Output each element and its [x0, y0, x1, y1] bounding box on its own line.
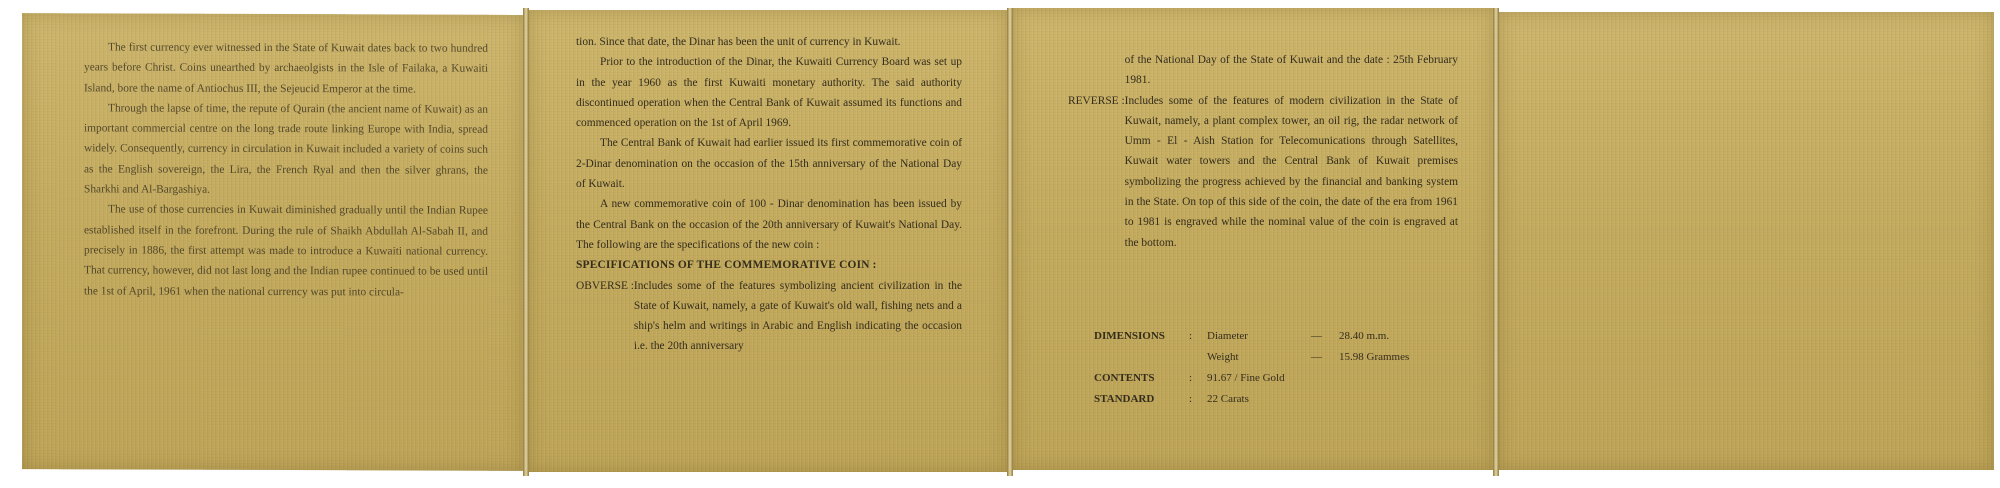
currency-text-block: [576, 32, 962, 357]
obverse-text: Includes some of the features symbolizing ancient civilization in the State of Kuwait, namely, a gate of Kuwait's old wall, fishing nets and a ship's helm and writings in Arabic and English indicating the occasion i.e. the 20th anniversary: [633, 279, 962, 353]
paragraph: The first currency ever witnessed in the State of Kuwait dates back to two hundred years before Christ. Coins unearthed by archaeolgists in the Isle of Failaka, a Kuwaiti Island, bore the name of Antiochus III, the Sejeucid Emperor at the time.: [84, 41, 488, 96]
reverse-term: REVERSE :: [1068, 94, 1125, 107]
obverse-continuation: of the National Day of the State of Kuwait and the date : 25th February 1981.: [1124, 54, 1458, 87]
paragraph: A new commemorative coin of 100 - Dinar denomination has been issued by the Central Bank on the occasion of the 20th anniversary of Kuwait's National Day. The following are the specifications of the new coin :: [576, 198, 962, 251]
spec-row-contents: [1094, 368, 1464, 389]
blank: [1189, 347, 1207, 368]
reverse-text: Includes some of the features of modern civilization in the State of Kuwait, namely, a plant complex tower, an oil rig, the radar network of Umm - El - Aish Station for Telecomunications through Satellites, Kuwait water towers and the Central Bank of Kuwait premises symbolizing the progress achieved by the financial and banking system in the State. On top of this side of the coin, the date of the era from 1961 to 1981 is engraved while the nominal value of the coin is engraved at the bottom.: [1124, 94, 1458, 249]
paragraph: Through the lapse of time, the repute of Qurain (the ancient name of Kuwait) as an important commercial centre on the long trade route linking Europe with India, spread widely. Consequently, currency in circulation in Kuwait included a variety of coins such as the English sovereign, the Lira, the French Ryal and then the silver ghrans, the Sharkhi and Al-Bargashiya.: [84, 102, 488, 196]
paragraph: Prior to the introduction of the Dinar, the Kuwaiti Currency Board was set up in the year 1960 as the first Kuwaiti monetary authority. The said authority discontinued operation when the Central Bank of Kuwait assumed its functions and commenced operation on the 1st of April 1969.: [576, 56, 962, 130]
dash: —: [1311, 351, 1322, 363]
coin-specifications: [1094, 326, 1464, 410]
obverse-definition: [576, 276, 962, 357]
colon: :: [1189, 372, 1193, 384]
obverse-term: OBVERSE :: [576, 279, 634, 292]
fold-crease: [523, 8, 529, 476]
spec-row-weight: [1094, 347, 1464, 368]
contents-value: 91.67 / Fine Gold: [1207, 372, 1285, 384]
folded-leaflet: [22, 8, 1994, 476]
standard-label: STANDARD: [1094, 393, 1155, 405]
reverse-definition: [1068, 91, 1458, 253]
fold-crease: [1007, 8, 1013, 476]
leaflet-panel-1: [22, 13, 524, 471]
leaflet-panel-2: [528, 10, 1008, 472]
colon: :: [1189, 393, 1193, 405]
paragraph: tion. Since that date, the Dinar has been the unit of currency in Kuwait.: [576, 36, 901, 48]
blank: [1094, 347, 1189, 368]
dash: —: [1311, 330, 1322, 342]
contents-label: CONTENTS: [1094, 372, 1155, 384]
spec-row-dimensions: [1094, 326, 1464, 347]
dimensions-label: DIMENSIONS: [1094, 330, 1165, 342]
standard-value: 22 Carats: [1207, 393, 1249, 405]
diameter-label: Diameter: [1207, 330, 1248, 342]
specifications-heading: SPECIFICATIONS OF THE COMMEMORATIVE COIN :: [576, 259, 877, 272]
fold-crease: [1493, 8, 1499, 476]
reverse-text-block: [1068, 50, 1458, 253]
diameter-value: 28.40 m.m.: [1339, 330, 1390, 342]
paragraph: The use of those currencies in Kuwait diminished gradually until the Indian Rupee established itself in the forefront. During the rule of Shaikh Abdullah Al-Sabah II, and precisely in 1886, the first attempt was made to introduce a Kuwaiti national currency. That currency, however, did not last long and the Indian rupee continued to be used until the 1st of April, 1961 when the national currency was put into circula-: [84, 203, 488, 299]
leaflet-panel-4-blank: [1498, 12, 1994, 470]
weight-label: Weight: [1207, 351, 1239, 363]
leaflet-panel-3: [1012, 8, 1494, 470]
paragraph: The Central Bank of Kuwait had earlier issued its first commemorative coin of 2-Dinar denomination on the occasion of the 15th anniversary of the National Day of Kuwait.: [576, 137, 962, 191]
weight-value: 15.98 Grammes: [1339, 351, 1410, 363]
continuation-row: [1068, 50, 1458, 91]
history-text-block: [84, 37, 488, 302]
colon: :: [1189, 330, 1193, 342]
spec-row-standard: [1094, 389, 1464, 410]
